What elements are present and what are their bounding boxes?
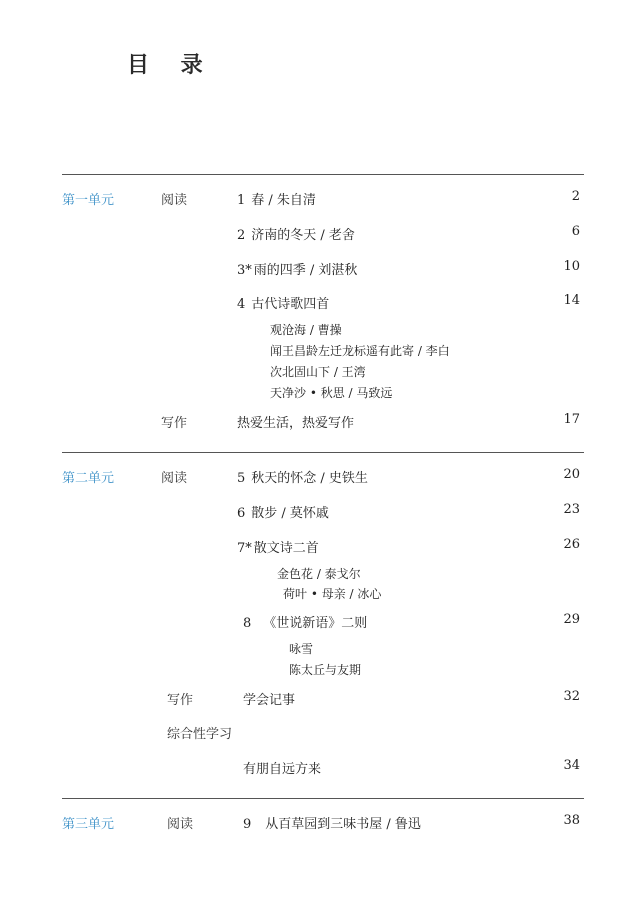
unit-2-reading-label: 阅读 bbox=[161, 471, 188, 486]
poem-item[interactable]: 闻王昌龄左迁龙标遥有此寄 / 李白 bbox=[270, 344, 450, 358]
lesson-6[interactable]: 6 散步 / 莫怀戚 bbox=[237, 506, 329, 521]
page-number: 17 bbox=[563, 412, 580, 427]
shishuo-item[interactable]: 咏雪 bbox=[289, 642, 314, 656]
page-number: 38 bbox=[563, 813, 580, 828]
lesson-8[interactable]: 8 《世说新语》二则 bbox=[243, 616, 368, 631]
page-number: 10 bbox=[563, 259, 580, 274]
divider bbox=[62, 174, 584, 175]
unit-1-label[interactable]: 第一单元 bbox=[62, 193, 115, 208]
lesson-4[interactable]: 4 古代诗歌四首 bbox=[237, 297, 330, 312]
page-number: 34 bbox=[563, 758, 580, 773]
lesson-2[interactable]: 2 济南的冬天 / 老舍 bbox=[237, 228, 355, 243]
lesson-7[interactable]: 7* 散文诗二首 bbox=[237, 541, 319, 556]
prose-poem-item[interactable]: 金色花 / 泰戈尔 bbox=[277, 567, 361, 581]
unit-1-writing-label: 写作 bbox=[161, 416, 188, 431]
unit-3-reading-label: 阅读 bbox=[167, 817, 194, 832]
page-number: 29 bbox=[563, 612, 580, 627]
writing-item[interactable]: 热爱生活，热爱写作 bbox=[237, 416, 355, 431]
page-number: 23 bbox=[563, 502, 580, 517]
lesson-1[interactable]: 1 春 / 朱自清 bbox=[237, 193, 316, 208]
divider bbox=[62, 798, 584, 799]
page-number: 26 bbox=[563, 537, 580, 552]
poem-item[interactable]: 观沧海 / 曹操 bbox=[270, 323, 342, 337]
unit-1-reading-label: 阅读 bbox=[161, 193, 188, 208]
lesson-3[interactable]: 3* 雨的四季 / 刘湛秋 bbox=[237, 263, 358, 278]
page-number: 32 bbox=[563, 689, 580, 704]
unit-3-label[interactable]: 第三单元 bbox=[62, 817, 115, 832]
divider bbox=[62, 452, 584, 453]
page-number: 2 bbox=[571, 189, 580, 204]
lesson-5[interactable]: 5 秋天的怀念 / 史铁生 bbox=[237, 471, 368, 486]
shishuo-item[interactable]: 陈太丘与友期 bbox=[289, 663, 362, 677]
unit-2-study-label: 综合性学习 bbox=[167, 727, 233, 742]
page-number: 20 bbox=[563, 467, 580, 482]
study-item[interactable]: 有朋自远方来 bbox=[243, 762, 322, 777]
page-title: 目 录 bbox=[127, 53, 215, 78]
page-number: 6 bbox=[571, 224, 580, 239]
unit-2-label[interactable]: 第二单元 bbox=[62, 471, 115, 486]
prose-poem-item[interactable]: 荷叶 • 母亲 / 冰心 bbox=[283, 587, 382, 601]
poem-item[interactable]: 次北固山下 / 王湾 bbox=[270, 365, 366, 379]
writing-item[interactable]: 学会记事 bbox=[243, 693, 296, 708]
page-number: 14 bbox=[563, 293, 580, 308]
lesson-9[interactable]: 9 从百草园到三味书屋 / 鲁迅 bbox=[243, 817, 421, 832]
unit-2-writing-label: 写作 bbox=[167, 693, 194, 708]
poem-item[interactable]: 天净沙 • 秋思 / 马致远 bbox=[270, 386, 393, 400]
